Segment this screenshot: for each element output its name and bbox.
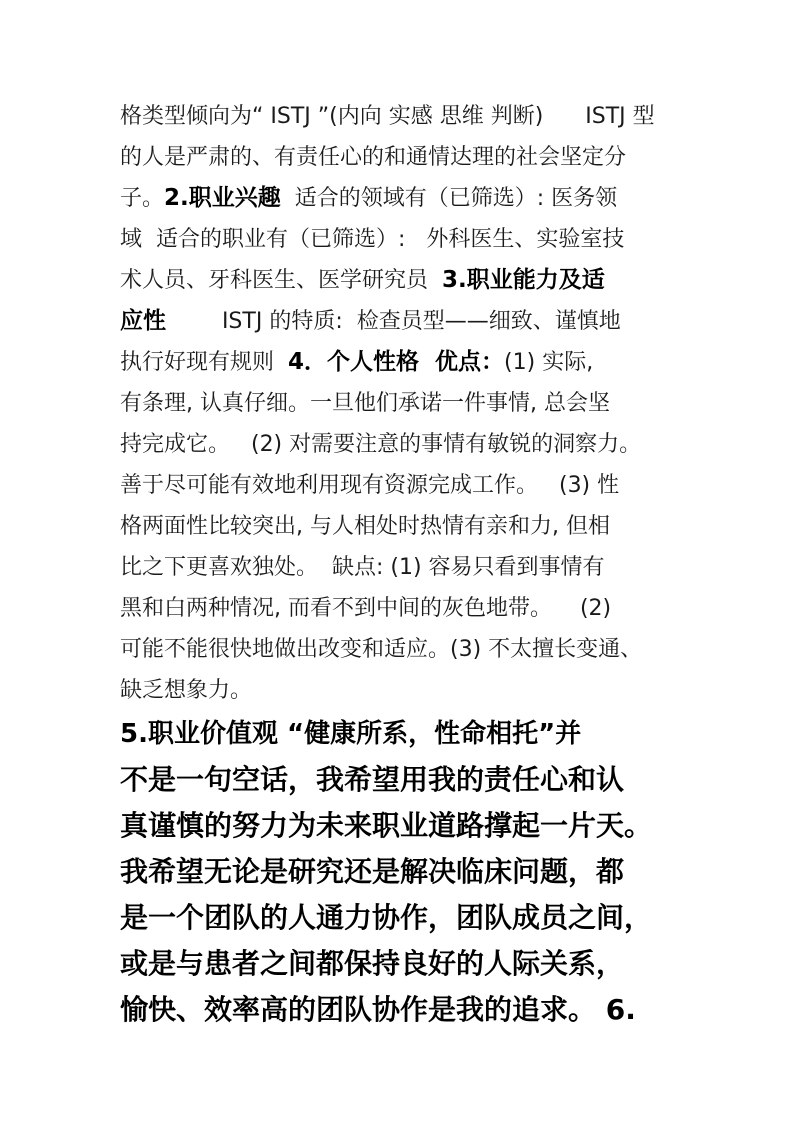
text-line: [120, 96, 690, 137]
bold-text-line: 我希望无论是研究还是解决临床问题，都: [120, 855, 625, 888]
line-text: 格类型倾向为“ ISTJ ”(内向 实感 思维 判断) ISTJ 型: [120, 104, 655, 129]
text-line: [120, 260, 690, 301]
text-line: [120, 383, 690, 424]
line-text: 可能不能很快地做出改变和适应。(3) 不太擅长变通、: [120, 637, 643, 662]
line-text: 域 适合的职业有（已筛选）: 外科医生、实验室技: [120, 227, 625, 252]
text-line: [120, 465, 690, 506]
text-line: [120, 588, 690, 629]
bold-text-line: 愉快、效率高的团队协作是我的追求。 6.: [120, 993, 636, 1026]
text-line: [120, 670, 690, 711]
bold-text-line: 不是一句空话，我希望用我的责任心和认: [120, 763, 625, 796]
text-line: [120, 178, 690, 219]
document-body: [120, 96, 690, 1033]
section-heading-ability: 3.职业能力及适: [442, 267, 605, 293]
line-text: 术人员、牙科医生、医学研究员: [120, 268, 442, 293]
line-text: 持完成它。 (2) 对需要注意的事情有敏锐的洞察力。: [120, 432, 642, 457]
text-line: [120, 506, 690, 547]
text-line: [120, 547, 690, 588]
values-heading-line: 5.职业价值观 “健康所系，性命相托”并: [120, 719, 582, 749]
line-text: 子。: [120, 186, 165, 211]
line-text: (1) 实际,: [504, 350, 594, 375]
text-line: [120, 301, 690, 342]
section-heading-personality: 4．个人性格 优点：: [288, 349, 505, 375]
line-text: 的人是严肃的、有责任心的和通情达理的社会坚定分: [120, 145, 627, 170]
bold-text-line: 是一个团队的人通力协作，团队成员之间，: [120, 901, 653, 934]
bold-text-line: 真谨慎的努力为未来职业道路撑起一片天。: [120, 809, 653, 842]
line-text: 缺乏想象力。: [120, 678, 253, 703]
line-text: 执行好现有规则: [120, 350, 288, 375]
line-text: 有条理, 认真仔细。一旦他们承诺一件事情, 总会坚: [120, 391, 610, 416]
section-heading-interest: 2.职业兴趣: [164, 185, 281, 211]
line-text: 黑和白两种情况, 而看不到中间的灰色地带。 (2): [120, 596, 612, 621]
line-text: ISTJ 的特质: 检查员型——细致、谨慎地: [166, 309, 621, 334]
line-text: 比之下更喜欢独处。 缺点: (1) 容易只看到事情有: [120, 555, 605, 580]
line-text: 善于尽可能有效地利用现有资源完成工作。 (3) 性: [120, 473, 620, 498]
text-line: [120, 219, 690, 260]
line-text: 格两面性比较突出, 与人相处时热情有亲和力, 但相: [120, 514, 610, 539]
bold-text-line: 或是与患者之间都保持良好的人际关系，: [120, 947, 625, 980]
text-line: [120, 629, 690, 670]
section-heading-ability-cont: 应性: [120, 308, 166, 334]
text-line: [120, 137, 690, 178]
text-line: [120, 424, 690, 465]
text-line: [120, 342, 690, 383]
line-text: 适合的领域有（已筛选）: 医务领: [280, 186, 618, 211]
